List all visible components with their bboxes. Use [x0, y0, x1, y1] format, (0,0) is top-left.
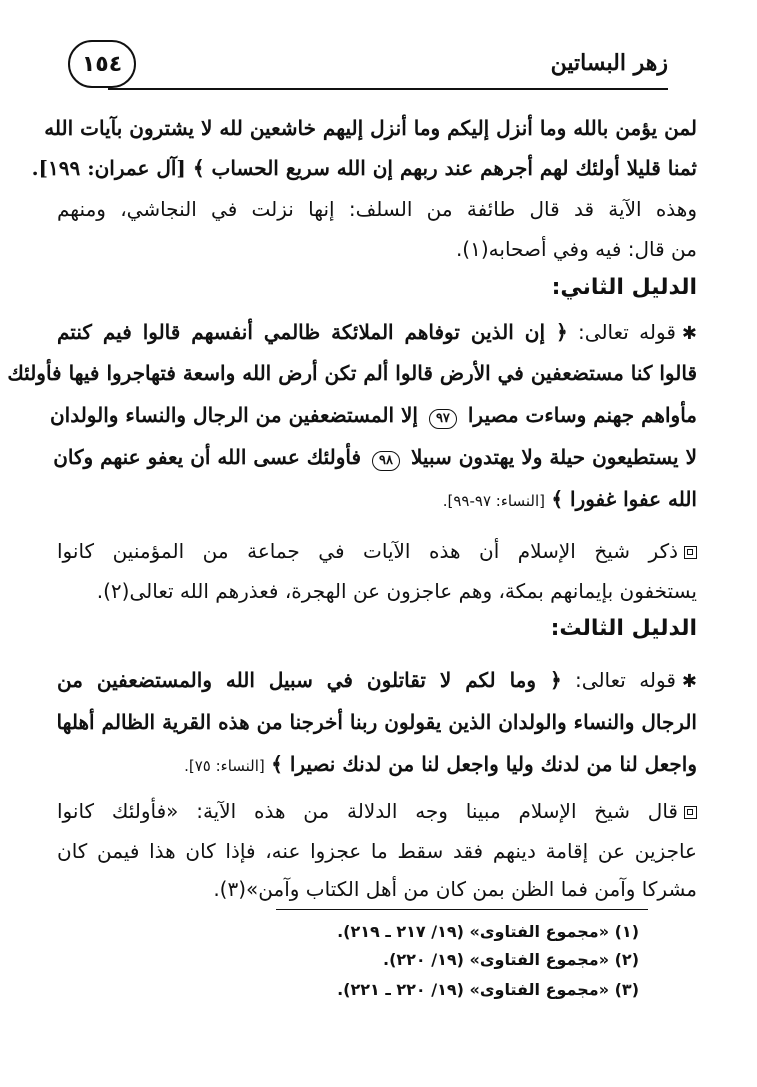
comment3-line-3: مشركا وآمن فما الظن بمن كان من أهل الكتاب وآمن»(٣). — [213, 877, 697, 901]
comment2-text-1: ذكر شيخ الإسلام أن هذه الآيات في جماعة من المؤمنين كانوا — [57, 539, 678, 563]
paragraph-line-2: من قال: فيه وفي أصحابه(١). — [455, 237, 697, 261]
evidence2-line3-a: مأواهم جهنم وساءت مصيرا — [467, 403, 697, 427]
evidence2-line-5 — [57, 479, 697, 519]
evidence3-line-3 — [57, 744, 697, 784]
evidence2-line-2: قالوا كنا مستضعفين في الأرض قالوا ألم تكن أرض الله واسعة فتهاجروا فيها فأولئك — [7, 361, 697, 385]
evidence3-reference: [النساء: ٧٥]. — [184, 757, 265, 775]
evidence3-verse-start: ﴿ وما لكم لا تقاتلون في سبيل الله والمستضعفين من — [57, 668, 562, 692]
heading-third-evidence: الدليل الثالث: — [550, 616, 697, 641]
evidence2-verse-end: الله عفوا غفورا ﴾ — [551, 487, 697, 511]
book-title: زهر البساتين — [550, 50, 668, 76]
page-header — [68, 40, 668, 104]
verse-line-1: لمن يؤمن بالله وما أنزل إليكم وما أنزل إليهم خاشعين لله لا يشترون بآيات الله — [44, 116, 697, 140]
evidence2-label: قوله تعالى: — [578, 320, 676, 344]
evidence3-line-2: الرجال والنساء والولدان الذين يقولون ربنا أخرجنا من هذه القرية الظالم أهلها — [56, 710, 697, 734]
evidence3-line-1 — [57, 660, 697, 700]
evidence2-line4-a: لا يستطيعون حيلة ولا يهتدون سبيلا — [410, 445, 697, 469]
square-bullet-icon — [684, 806, 697, 819]
evidence2-reference: [النساء: ٩٧-٩٩]. — [442, 492, 545, 510]
evidence2-line-3 — [49, 395, 697, 435]
evidence2-line3-b: إلا المستضعفين من الرجال والنساء والولدان — [49, 403, 418, 427]
header-divider — [108, 88, 668, 90]
comment2-line-2: يستخفون بإيمانهم بمكة، وهم عاجزون عن الهجرة، فعذرهم الله تعالى(٢). — [96, 579, 697, 603]
evidence3-label: قوله تعالى: — [575, 668, 676, 692]
evidence2-line-1 — [57, 312, 697, 352]
verse-line-2: ثمنا قليلا أولئك لهم أجرهم عند ربهم إن الله سريع الحساب ﴾ [آل عمران: ١٩٩]. — [31, 156, 697, 180]
footnote-1: (١) «مجموع الفتاوى» (١٩/ ٢١٧ ـ ٢١٩). — [337, 922, 639, 941]
page-number: ١٥٤ — [68, 40, 136, 88]
paragraph-line-1: وهذه الآية قد قال طائفة من السلف: إنها نزلت في النجاشي، ومنهم — [57, 197, 697, 221]
ayah-number-98: ٩٨ — [372, 451, 400, 471]
comment3-line-1 — [57, 791, 697, 831]
footnote-divider — [276, 909, 648, 910]
ayah-number-97: ٩٧ — [429, 409, 457, 429]
comment3-text-1: قال شيخ الإسلام مبينا وجه الدلالة من هذه الآية: «فأولئك كانوا — [57, 799, 678, 823]
comment3-line-2: عاجزين عن إقامة دينهم فقد سقط ما عجزوا عنه، فإذا كان هذا فيمن كان — [57, 839, 697, 863]
evidence3-verse-end: واجعل لنا من لدنك وليا واجعل لنا من لدنك نصيرا ﴾ — [271, 752, 697, 776]
heading-second-evidence: الدليل الثاني: — [551, 275, 697, 300]
square-bullet-icon — [684, 546, 697, 559]
footnote-3: (٣) «مجموع الفتاوى» (١٩/ ٢٢٠ ـ ٢٢١). — [337, 980, 639, 999]
comment2-line-1 — [57, 531, 697, 571]
evidence2-line4-b: فأولئك عسى الله أن يعفو عنهم وكان — [53, 445, 362, 469]
asterisk-icon: ✱ — [681, 323, 697, 344]
footnote-2: (٢) «مجموع الفتاوى» (١٩/ ٢٢٠). — [382, 950, 639, 969]
asterisk-icon: ✱ — [681, 671, 697, 692]
evidence2-line-4 — [53, 437, 697, 477]
evidence2-verse-start: ﴿ إن الذين توفاهم الملائكة ظالمي أنفسهم قالوا فيم كنتم — [57, 320, 568, 344]
